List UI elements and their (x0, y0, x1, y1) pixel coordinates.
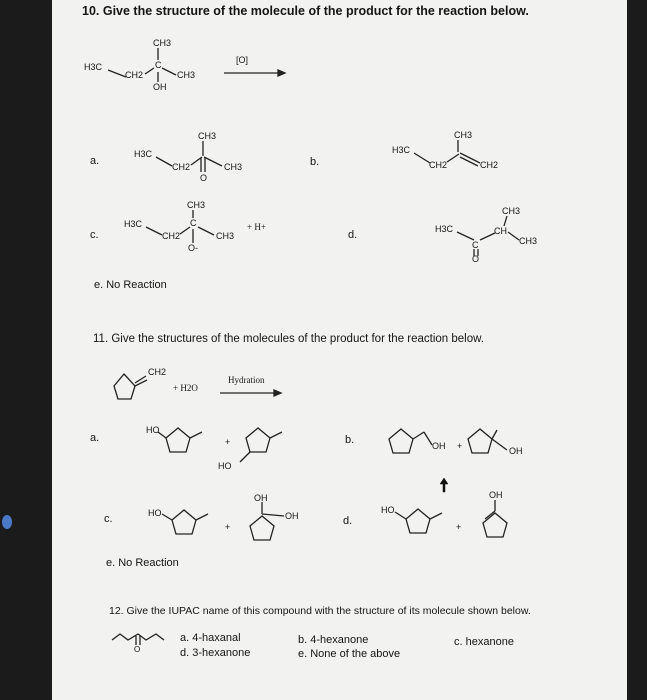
q11-d-ho: HO (381, 505, 395, 515)
q10-a-ch3: CH3 (224, 162, 243, 172)
q11-d-oh-top: OH (489, 490, 503, 500)
q10-d-c: C (472, 240, 479, 250)
question-11-title: 11. Give the structures of the molecules of the product for the reaction below. (93, 333, 484, 345)
q10-a-o: O (200, 173, 208, 183)
q10-c-ch3: CH3 (216, 231, 235, 241)
q10-c-o-minus: O- (188, 243, 198, 253)
q10-option-b-letter: b. (310, 156, 320, 168)
q10-d-ch3: CH3 (519, 236, 538, 246)
q11-option-e[interactable]: e. No Reaction (106, 557, 179, 569)
q12-option-c[interactable]: c. hexanone (454, 636, 514, 648)
q12-structure (52, 0, 355, 680)
q11-b-plus: + (457, 441, 463, 451)
q10-a-h3c: H3C (134, 149, 153, 159)
q10-reactant-ch3: CH3 (177, 70, 196, 80)
q12-option-d[interactable]: d. 3-hexanone (180, 647, 251, 659)
q10-a-ch3-top: CH3 (198, 131, 217, 141)
q11-c-plus: + (225, 522, 231, 532)
q10-b-ch2a: CH2 (429, 160, 448, 170)
q11-a-plus: + (225, 437, 231, 447)
q11-b-oh2: OH (509, 446, 523, 456)
q11-c-ho: HO (148, 508, 162, 518)
side-indicator (2, 515, 12, 529)
q11-reagent-label: Hydration (228, 375, 265, 385)
question-10-title: 10. Give the structure of the molecule of the product for the reaction below. (82, 4, 529, 18)
q11-b-oh1: OH (432, 441, 446, 451)
q10-reactant-c: C (155, 60, 162, 70)
q10-a-ch2: CH2 (172, 162, 191, 172)
question-12-title: 12. Give the IUPAC name of this compound with the structure of its molecule shown below. (109, 605, 531, 617)
q10-c-ch3-top: CH3 (187, 200, 206, 210)
q11-option-a-letter: a. (90, 432, 100, 444)
q10-reactant-oh: OH (153, 82, 167, 92)
q11-plus-water: + H2O (173, 383, 198, 393)
q10-c-plus-h: + H+ (247, 222, 266, 232)
q11-option-d-letter: d. (343, 515, 353, 527)
q10-d-ch: CH (494, 226, 507, 236)
q11-a-ho2: HO (218, 461, 232, 471)
q10-option-d-letter: d. (348, 229, 358, 241)
q12-option-a[interactable]: a. 4-haxanal (180, 632, 241, 644)
worksheet-page (52, 0, 627, 700)
q10-d-ch3-top: CH3 (502, 206, 521, 216)
q10-option-e[interactable]: e. No Reaction (94, 279, 167, 291)
q11-ch2-label: CH2 (148, 367, 167, 377)
q10-d-o: O (472, 254, 480, 264)
q10-c-c: C (190, 218, 197, 228)
q12-option-b[interactable]: b. 4-hexanone (298, 634, 369, 646)
q12-o-label: O (134, 645, 141, 654)
q10-reagent-label: [O] (236, 55, 249, 65)
q12-option-e[interactable]: e. None of the above (298, 648, 401, 660)
q10-d-h3c: H3C (435, 224, 454, 234)
q11-option-c-letter: c. (104, 513, 113, 525)
q10-b-h3c: H3C (392, 145, 411, 155)
q10-reactant-h3c: H3C (84, 62, 103, 72)
q11-a-ho1: HO (146, 425, 160, 435)
q10-option-a-letter: a. (90, 155, 100, 167)
q10-reactant-ch2: CH2 (125, 70, 144, 80)
q10-option-c-letter: c. (90, 229, 99, 241)
q10-c-ch2: CH2 (162, 231, 181, 241)
q11-option-b-letter: b. (345, 434, 355, 446)
q10-b-ch3-top: CH3 (454, 130, 473, 140)
q10-b-ch2b: CH2 (480, 160, 499, 170)
q10-c-h3c: H3C (124, 219, 143, 229)
q10-reactant-ch3-top: CH3 (153, 38, 172, 48)
q11-d-plus: + (456, 522, 462, 532)
q11-c-oh-side: OH (285, 511, 299, 521)
q11-c-oh-top: OH (254, 493, 268, 503)
